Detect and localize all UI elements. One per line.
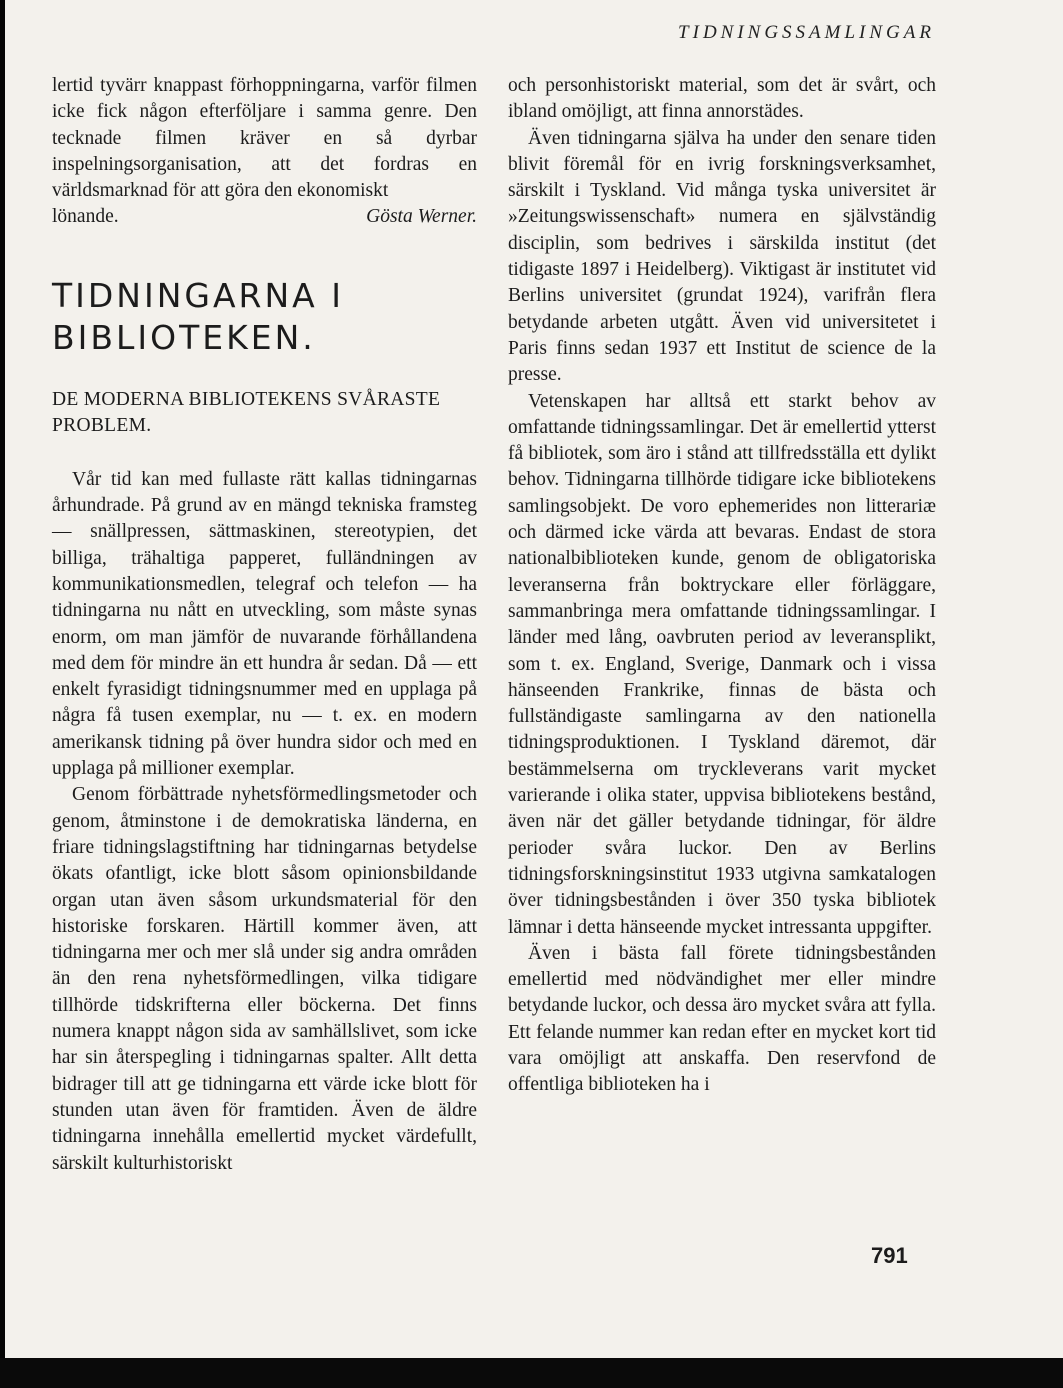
article-paragraph: Vår tid kan med fullaste rätt kallas tidningarnas århundrade. På grund av en mängd tekniska framsteg — snällpressen, sättmaskinen, stereotypien, det billiga, trähaltiga papperet, fulländningen av kommunikationsmedlen, telegraf och telefon — ha tidningarna nu nått en utveckling, som måste synas enorm, om man jämför de nuvarande förhållandena med dem för mindre än ett hundra år sedan. Då — ett enkelt fyrasidigt tidningsnummer med en upplaga på några få tusen exemplar, nu — t. ex. en modern amerikansk tidning på över hundra sidor och med en upplaga på millioner exemplar. [52, 468, 477, 780]
article-paragraph: Vetenskapen har alltså ett starkt behov av omfattande tidningssamlingar. Det är emellertid ytterst få bibliotek, som äro i stånd att tillfredsställa ett dylikt behov. Tidningarna tillhörde tidigare icke bibliotekens samlingsobjekt. De voro ephemerides non litterariæ och därmed icke värda att bevaras. Endast de stora nationalbiblioteken kunde, genom de obligatoriska leveranserna från boktryckare eller förläggare, sammanbringa mera omfattande tidningssamlingar. I länder med lång, oavbruten period av leveransplikt, som t. ex. England, Sverige, Danmark och i vissa hänseenden Frankrike, finnas de bästa och fullständigaste samlingarna av den nationella tidningsproduktionen. I Tyskland däremot, där bestämmelserna om tryckleverans varit mycket varierande i olika stater, uppvisa bibliotekens bestånd, även när det gäller betydande tidningar, för äldre perioder svåra luckor. Den av Berlins tidningsforskningsinstitut 1933 utgivna samkatalogen över tidningsbestånden i över 350 tyska bibliotek lämnar i detta hänseende mycket intressanta uppgifter. [508, 390, 936, 938]
article-title: TIDNINGARNA I BIBLIOTEKEN. [52, 275, 344, 357]
article-subtitle: DE MODERNA BIBLIOTEKENS SVÅRASTE PROBLEM. [52, 388, 441, 436]
signoff-line [52, 204, 477, 230]
continued-paragraph: lertid tyvärr knappast förhoppningarna, varför filmen icke fick någon efterföljare i samma genre. Den tecknade filmen kräver en så dyrbar inspelningsorganisation, att det fordras en världsmarknad för att göra den ekonomiskt lönande. Gösta Werner. [52, 73, 477, 231]
right-column [508, 73, 936, 1099]
page-number: 791 [871, 1243, 908, 1268]
article-paragraph: Även tidningarna själva ha under den senare tiden blivit föremål för en ivrig forskningsverksamhet, särskilt i Tyskland. Vid många tyska universitet är »Zeitungswissenschaft» numera en självständig disciplin, som bedrives i särskilda institut (det tidigaste 1897 i Heidelberg). Viktigast är institutet vid Berlins universitet (grundat 1924), varifrån flera betydande arbeten utgått. Även vid universitetet i Paris finns sedan 1937 ett Institut de science de la presse. [508, 127, 936, 386]
running-head: TIDNINGSSAMLINGAR [678, 22, 935, 43]
continued-paragraph: och personhistoriskt material, som det är svårt, och ibland omöjligt, att finna annorstädes. [508, 75, 936, 123]
author-signature: Gösta Werner. [366, 206, 477, 228]
article-paragraph: Även i bästa fall förete tidningsbestånden emellertid med nödvändighet mer eller mindre betydande luckor, och dessa äro mycket svåra att fylla. Ett felande nummer kan redan efter en mycket kort tid vara omöjligt att anskaffa. Den reservfond de offentliga biblioteken ha i [508, 942, 936, 1096]
scan-left-edge [0, 0, 5, 1388]
article-paragraph: Genom förbättrade nyhetsförmedlingsmetoder och genom, åtminstone i de demokratiska länderna, en friare tidningslagstiftning har tidningarnas betydelse ökats ofantligt, icke blott såsom opinionsbildande organ utan även såsom urkundsmaterial för den historiske forskaren. Härtill kommer även, att tidningarna mer och mer slå under sig andra områden än den rena nyhetsförmedlingen, vilka tidigare tillhörde tidskrifterna eller böckerna. Det finns numera knappt någon sida av samhällslivet, som icke har sin återspegling i tidningarnas spalter. Allt detta bidrager till att ge tidningarna ett värde icke blott för stunden utan även för framtiden. Även de äldre tidningarna innehålla emellertid mycket värdefullt, särskilt kulturhistoriskt [52, 784, 477, 1174]
signoff-last-word: lönande. [52, 206, 119, 228]
scan-bottom-band [0, 1358, 1063, 1388]
left-column [52, 73, 477, 1177]
